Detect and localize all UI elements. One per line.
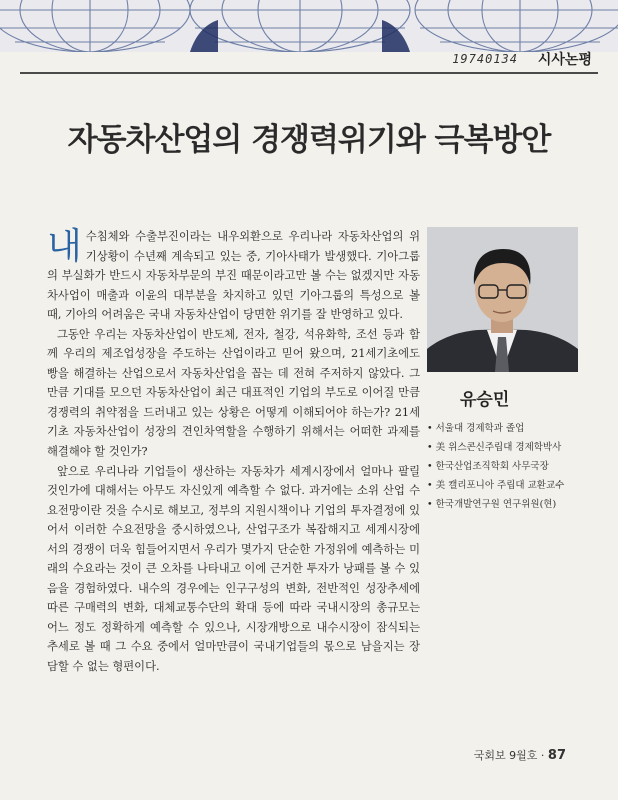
- header-divider: [20, 72, 598, 74]
- credential-item: • 美 캘리포니아 주립대 교환교수: [427, 476, 564, 495]
- article-paragraph-3: 앞으로 우리나라 기업들이 생산하는 자동차가 세계시장에서 얼마나 팔릴 것인가에 대해서는 아무도 자신있게 예측할 수 없다. 과거에는 소위 산업 수요전망이란 것을 수시로 해보고, 정부의 지원시책이나 기업의 투자결정에 있어서 이러한 수요전망을 중시하였으나, 산업구조가 복잡해지고 세계시장에서의 경쟁이 더욱 힘들어지면서 우리가 몇가지 단순한 가정위에 예측하는 미래의 수요라는 것이 큰 오차를 나타내고 이에 근거한 투자가 낭패를 볼 수 있음을 경험하였다. 내수의 경우에는 인구구성의 변화, 전반적인 성장추세에 따른 구매력의 변화, 대체교통수단의 확대 등에 따라 국내시장의 총규모는 어느 정도 정확하게 예측할 수 있으나, 시장개방으로 내수시장이 잠식되는 추세로 볼 때 그 수요 중에서 얼마만큼이 국내기업들의 몫으로 남을지는 장담할 수 없는 형편이다.: [47, 464, 420, 674]
- article-title: 자동차산업의 경쟁력위기와 극복방안: [67, 122, 551, 158]
- section-label: 시사논평: [537, 52, 592, 68]
- publication-name: 국회보 9월호: [473, 749, 538, 762]
- credential-item: • 한국산업조직학회 사무국장: [427, 457, 564, 476]
- drop-cap: 내: [47, 226, 82, 267]
- page-footer: [474, 747, 566, 763]
- globe-pattern-icon: [0, 0, 618, 52]
- credential-item: • 서울대 경제학과 졸업: [427, 419, 564, 438]
- issue-code: 19740134: [452, 52, 518, 66]
- author-credentials: [427, 419, 564, 514]
- author-name: 유승민: [460, 390, 510, 410]
- footer-separator: ·: [540, 749, 548, 762]
- author-portrait-icon: [427, 227, 578, 372]
- article-paragraph-2: 그동안 우리는 자동차산업이 반도체, 전자, 철강, 석유화학, 조선 등과 함께 우리의 제조업성장을 주도하는 산업이라고 믿어 왔으며, 21세기초에도 빵을 해결하는 산업으로서 자동차산업을 꼽는 데 전혀 주저하지 않았다. 그만큼 기대를 모으던 자동차산업이 최근 대표적인 기업의 부도로 이어질 만큼 경쟁력의 취약점을 드러내고 있는 상황은 어떻게 이해되어야 하는가? 21세기초 자동차산업이 성장의 견인차역할을 수행하기 위해서는 어떠한 과제를 해결해야 할 것인가?: [47, 327, 420, 459]
- paragraph-text: 수침체와 수출부진이라는 내우외환으로 우리나라 자동차산업의 위기상황이 수년째 계속되고 있는 중, 기아사태가 발생했다. 기아그룹의 부실화가 반드시 자동차부문의 부진 때문이라고만 볼 수는 없겠지만 자동차사업이 매출과 이윤의 대부분을 차지하고 있던 기아그룹의 특성으로 볼 때, 기아의 어려움은 국내 자동차산업이 당면한 위기를 잘 반영하고 있다.: [47, 230, 420, 322]
- credential-item: • 美 위스콘신주립대 경제학박사: [427, 438, 564, 457]
- page-number: 87: [547, 748, 566, 763]
- article-paragraph-1: [47, 227, 420, 325]
- globe-banner: [0, 0, 618, 52]
- show-through-text: [80, 145, 560, 225]
- author-photo: [427, 227, 578, 372]
- article-body: [47, 227, 420, 677]
- credential-item: • 한국개발연구원 연구위원(현): [427, 495, 564, 514]
